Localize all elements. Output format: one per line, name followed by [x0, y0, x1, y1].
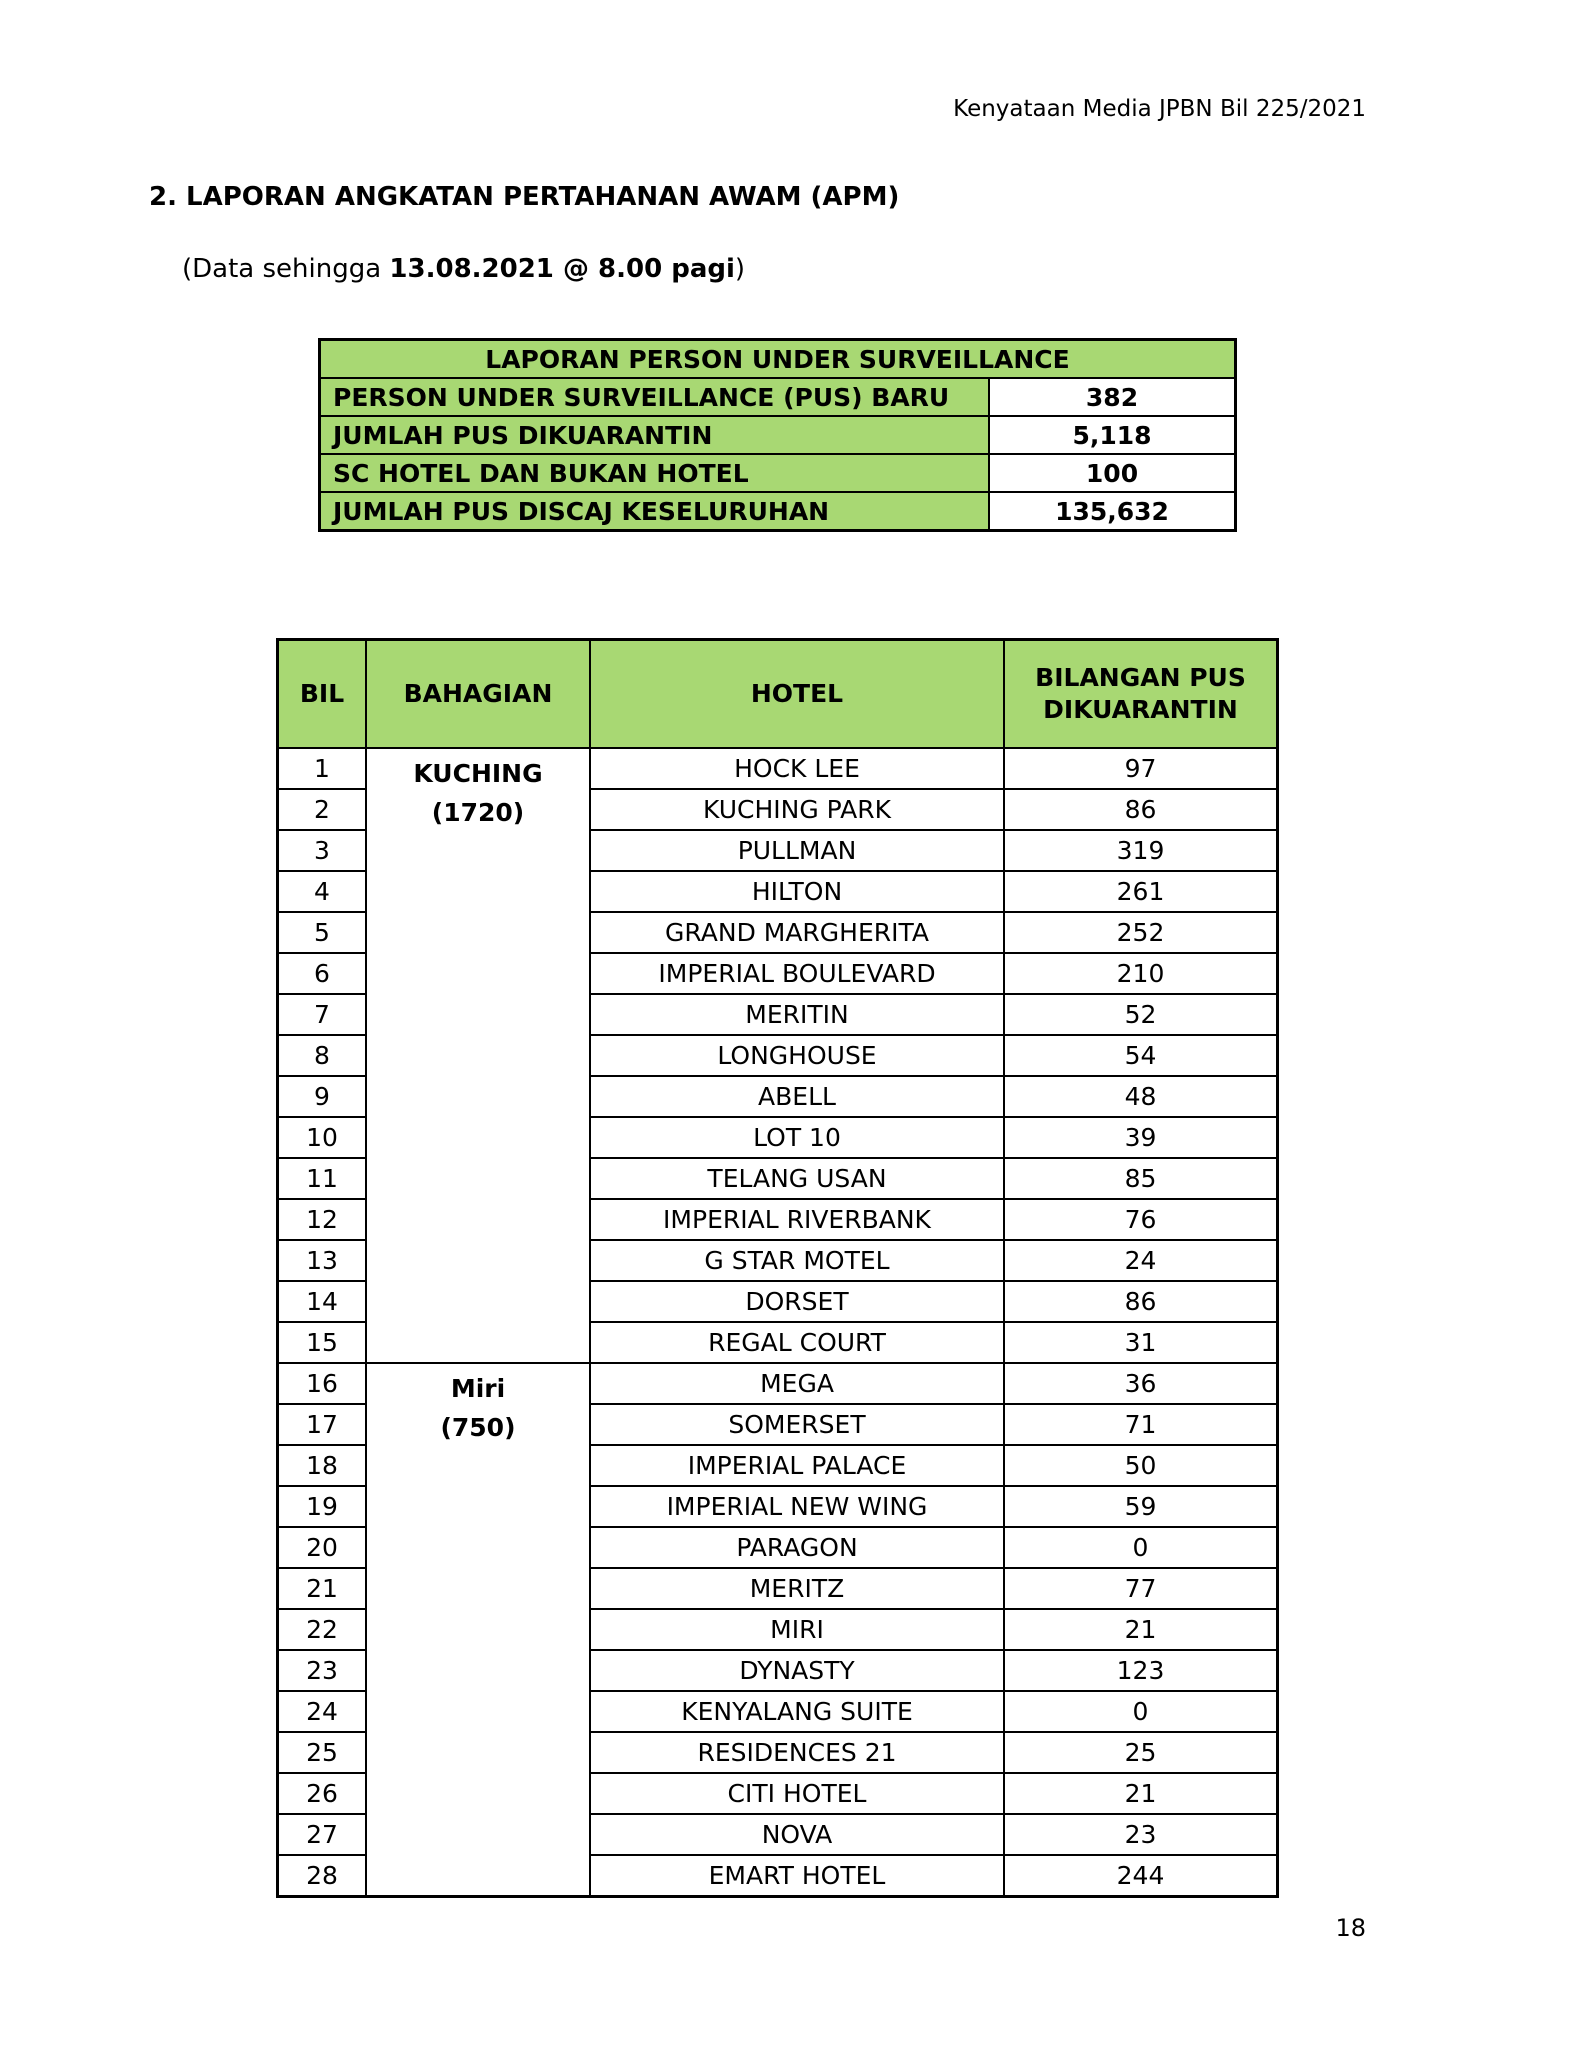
hotel-name-cell: HOCK LEE	[590, 748, 1004, 789]
hotel-name-cell: KUCHING PARK	[590, 789, 1004, 830]
bil-cell: 16	[278, 1363, 367, 1404]
pus-count-cell: 244	[1004, 1855, 1278, 1897]
pus-count-cell: 25	[1004, 1732, 1278, 1773]
bil-cell: 1	[278, 748, 367, 789]
bil-cell: 7	[278, 994, 367, 1035]
hotel-name-cell: KENYALANG SUITE	[590, 1691, 1004, 1732]
pus-count-cell: 0	[1004, 1691, 1278, 1732]
bil-cell: 25	[278, 1732, 367, 1773]
pus-count-cell: 54	[1004, 1035, 1278, 1076]
hotel-name-cell: HILTON	[590, 871, 1004, 912]
pus-count-cell: 52	[1004, 994, 1278, 1035]
bil-cell: 3	[278, 830, 367, 871]
pus-count-cell: 48	[1004, 1076, 1278, 1117]
hotel-name-cell: PULLMAN	[590, 830, 1004, 871]
bil-cell: 10	[278, 1117, 367, 1158]
pus-count-cell: 21	[1004, 1609, 1278, 1650]
pus-count-cell: 77	[1004, 1568, 1278, 1609]
hotel-quarantine-table	[276, 638, 1279, 1898]
pus-count-cell: 24	[1004, 1240, 1278, 1281]
division-total: (750)	[440, 1412, 516, 1442]
hotel-table-body	[278, 748, 1278, 1897]
hotel-name-cell: MERITZ	[590, 1568, 1004, 1609]
note-prefix: (Data sehingga	[182, 254, 390, 284]
bil-cell: 12	[278, 1199, 367, 1240]
bil-cell: 14	[278, 1281, 367, 1322]
bil-cell: 22	[278, 1609, 367, 1650]
pus-count-cell: 39	[1004, 1117, 1278, 1158]
page-number: 18	[1335, 1914, 1366, 1942]
hotel-name-cell: GRAND MARGHERITA	[590, 912, 1004, 953]
division-name: Miri	[450, 1374, 506, 1403]
hotel-name-cell: LOT 10	[590, 1117, 1004, 1158]
pus-summary-row	[320, 378, 1236, 416]
bil-cell: 6	[278, 953, 367, 994]
table-row	[278, 1363, 1278, 1404]
pus-count-cell: 85	[1004, 1158, 1278, 1199]
hotel-name-cell: DYNASTY	[590, 1650, 1004, 1691]
hotel-name-cell: G STAR MOTEL	[590, 1240, 1004, 1281]
hotel-name-cell: REGAL COURT	[590, 1322, 1004, 1363]
pus-count-cell: 21	[1004, 1773, 1278, 1814]
note-date: 13.08.2021 @ 8.00 pagi	[389, 254, 735, 284]
division-name: KUCHING	[413, 759, 543, 788]
pus-summary-label: JUMLAH PUS DIKUARANTIN	[320, 416, 990, 454]
pus-count-cell: 252	[1004, 912, 1278, 953]
hotel-name-cell: PARAGON	[590, 1527, 1004, 1568]
note-suffix: )	[734, 254, 746, 284]
pus-summary-label: JUMLAH PUS DISCAJ KESELURUHAN	[320, 492, 990, 531]
hotel-name-cell: NOVA	[590, 1814, 1004, 1855]
bil-cell: 18	[278, 1445, 367, 1486]
bil-cell: 19	[278, 1486, 367, 1527]
hotel-name-cell: IMPERIAL PALACE	[590, 1445, 1004, 1486]
hotel-name-cell: TELANG USAN	[590, 1158, 1004, 1199]
pus-summary-row	[320, 416, 1236, 454]
hotel-name-cell: LONGHOUSE	[590, 1035, 1004, 1076]
bil-cell: 24	[278, 1691, 367, 1732]
bil-cell: 4	[278, 871, 367, 912]
pus-summary-table	[318, 338, 1237, 532]
pus-count-cell: 97	[1004, 748, 1278, 789]
division-cell	[366, 1363, 590, 1897]
pus-summary-label: SC HOTEL DAN BUKAN HOTEL	[320, 454, 990, 492]
bil-cell: 26	[278, 1773, 367, 1814]
pus-count-cell: 0	[1004, 1527, 1278, 1568]
bil-cell: 20	[278, 1527, 367, 1568]
hotel-name-cell: MIRI	[590, 1609, 1004, 1650]
bil-cell: 23	[278, 1650, 367, 1691]
document-reference: Kenyataan Media JPBN Bil 225/2021	[953, 96, 1366, 122]
hotel-name-cell: IMPERIAL NEW WING	[590, 1486, 1004, 1527]
hotel-name-cell: IMPERIAL RIVERBANK	[590, 1199, 1004, 1240]
bil-cell: 13	[278, 1240, 367, 1281]
division-cell	[366, 748, 590, 1363]
table-row	[278, 748, 1278, 789]
pus-count-cell: 76	[1004, 1199, 1278, 1240]
bil-cell: 27	[278, 1814, 367, 1855]
data-date-note	[182, 254, 745, 284]
pus-count-cell: 71	[1004, 1404, 1278, 1445]
hotel-name-cell: CITI HOTEL	[590, 1773, 1004, 1814]
header-bil: BIL	[278, 640, 367, 749]
division-total: (1720)	[431, 797, 525, 827]
hotel-name-cell: IMPERIAL BOULEVARD	[590, 953, 1004, 994]
hotel-name-cell: SOMERSET	[590, 1404, 1004, 1445]
pus-summary-title: LAPORAN PERSON UNDER SURVEILLANCE	[320, 340, 1236, 379]
hotel-name-cell: MERITIN	[590, 994, 1004, 1035]
hotel-name-cell: ABELL	[590, 1076, 1004, 1117]
pus-summary-row	[320, 454, 1236, 492]
pus-summary-value: 135,632	[989, 492, 1236, 531]
bil-cell: 28	[278, 1855, 367, 1897]
bil-cell: 9	[278, 1076, 367, 1117]
pus-count-cell: 86	[1004, 789, 1278, 830]
section-title: 2. LAPORAN ANGKATAN PERTAHANAN AWAM (APM)	[149, 182, 900, 212]
pus-summary-value: 382	[989, 378, 1236, 416]
hotel-name-cell: DORSET	[590, 1281, 1004, 1322]
hotel-name-cell: EMART HOTEL	[590, 1855, 1004, 1897]
pus-count-cell: 261	[1004, 871, 1278, 912]
pus-count-cell: 31	[1004, 1322, 1278, 1363]
bil-cell: 5	[278, 912, 367, 953]
bil-cell: 8	[278, 1035, 367, 1076]
bil-cell: 2	[278, 789, 367, 830]
pus-count-cell: 210	[1004, 953, 1278, 994]
pus-count-cell: 36	[1004, 1363, 1278, 1404]
header-bahagian: BAHAGIAN	[366, 640, 590, 749]
header-bilangan-pus: BILANGAN PUS DIKUARANTIN	[1004, 640, 1278, 749]
hotel-name-cell: RESIDENCES 21	[590, 1732, 1004, 1773]
bil-cell: 17	[278, 1404, 367, 1445]
pus-count-cell: 23	[1004, 1814, 1278, 1855]
pus-count-cell: 319	[1004, 830, 1278, 871]
pus-summary-row	[320, 492, 1236, 531]
pus-summary-value: 5,118	[989, 416, 1236, 454]
pus-count-cell: 86	[1004, 1281, 1278, 1322]
header-hotel: HOTEL	[590, 640, 1004, 749]
hotel-name-cell: MEGA	[590, 1363, 1004, 1404]
bil-cell: 21	[278, 1568, 367, 1609]
pus-summary-title-row	[320, 340, 1236, 379]
hotel-table-header-row	[278, 640, 1278, 749]
pus-count-cell: 123	[1004, 1650, 1278, 1691]
pus-summary-value: 100	[989, 454, 1236, 492]
bil-cell: 11	[278, 1158, 367, 1199]
bil-cell: 15	[278, 1322, 367, 1363]
pus-count-cell: 50	[1004, 1445, 1278, 1486]
pus-summary-label: PERSON UNDER SURVEILLANCE (PUS) BARU	[320, 378, 990, 416]
pus-count-cell: 59	[1004, 1486, 1278, 1527]
